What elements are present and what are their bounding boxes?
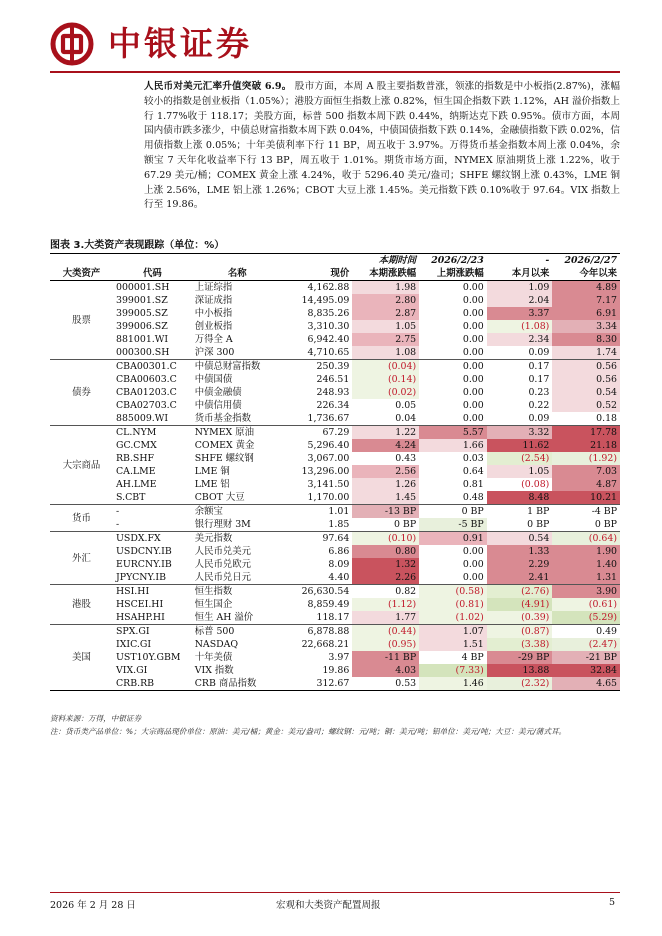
- name-cell: 十年美债: [194, 652, 233, 663]
- ytd-cell: (5.29): [552, 611, 620, 625]
- period-change-cell: 0.82: [352, 585, 419, 599]
- prev-change-cell: (0.81): [419, 598, 487, 611]
- code-cell: 885009.WI: [116, 413, 169, 424]
- code-cell: CBA00301.C: [113, 360, 192, 374]
- paragraph-lead: 人民币对美元汇率升值突破 6.9。: [144, 81, 292, 92]
- price-cell: 5,296.40: [307, 440, 350, 451]
- header-period-change: 本期涨跌幅: [352, 267, 419, 281]
- price-cell: 97.64: [283, 532, 353, 546]
- price-cell: 6,942.40: [307, 334, 350, 345]
- table-row: [50, 439, 620, 452]
- prev-change-cell: 0.03: [462, 453, 484, 464]
- mtd-cell: 2.29: [487, 558, 553, 571]
- period-change-cell: 1.08: [352, 346, 419, 360]
- code-cell: 399005.SZ: [116, 308, 168, 319]
- name-cell: 银行理财 3M: [194, 519, 251, 530]
- mtd-cell: 0.22: [528, 400, 550, 411]
- price-cell: 6.86: [328, 546, 350, 557]
- price-cell: 67.29: [283, 426, 353, 440]
- price-cell: 118.17: [316, 612, 350, 623]
- period-change-cell: 0.05: [395, 400, 417, 411]
- price-cell: 226.34: [316, 400, 350, 411]
- prev-change-cell: 0.00: [462, 413, 484, 424]
- category-cell: 股票: [50, 281, 113, 360]
- ytd-cell: 7.03: [552, 465, 620, 478]
- ytd-cell: 3.90: [552, 585, 620, 599]
- header-prev-change: 上期涨跌幅: [419, 267, 487, 281]
- price-cell: 3.97: [328, 652, 350, 663]
- table-row: [50, 426, 620, 440]
- prev-change-cell: (0.58): [419, 585, 487, 599]
- name-cell: 标普 500: [192, 625, 283, 639]
- mtd-cell: 0.17: [528, 374, 550, 385]
- name-cell: VIX 指数: [194, 665, 234, 676]
- ytd-cell: 0.18: [596, 413, 617, 424]
- footer-page-number: 5: [609, 897, 616, 908]
- code-cell: EURCNY.IB: [116, 559, 172, 570]
- source-note: 资料来源：万得，中银证券: [50, 714, 142, 723]
- header-dash: -: [487, 254, 553, 268]
- table-row: [50, 294, 620, 307]
- mtd-cell: 0.09: [528, 413, 550, 424]
- mtd-cell: 2.41: [487, 571, 553, 585]
- code-cell: HSCEI.HI: [116, 599, 164, 610]
- period-change-cell: 2.56: [352, 465, 419, 478]
- price-cell: 8.09: [328, 559, 350, 570]
- mtd-cell: 3.37: [487, 307, 553, 320]
- code-cell: AH.LME: [116, 479, 157, 490]
- prev-change-cell: 4 BP: [461, 652, 484, 663]
- price-cell: 22,668.21: [301, 639, 350, 650]
- prev-change-cell: 1.46: [419, 677, 487, 691]
- ytd-cell: 4.65: [552, 677, 620, 691]
- ytd-cell: -4 BP: [552, 505, 620, 519]
- ytd-cell: 0.49: [552, 625, 620, 639]
- name-cell: SHFE 螺纹钢: [194, 453, 254, 464]
- prev-change-cell: 0.00: [462, 559, 484, 570]
- period-change-cell: -11 BP: [352, 651, 419, 664]
- price-cell: 4,710.65: [307, 347, 350, 358]
- mtd-cell: 0.17: [487, 360, 553, 374]
- table-row: [50, 585, 620, 599]
- mtd-cell: (0.87): [487, 625, 553, 639]
- code-cell: HSI.HI: [113, 585, 192, 599]
- ytd-cell: (1.92): [552, 452, 620, 465]
- period-change-cell: (1.12): [352, 598, 419, 611]
- price-cell: 3,310.30: [307, 321, 350, 332]
- header-row-dates: [50, 254, 620, 268]
- prev-change-cell: 0.00: [462, 334, 484, 345]
- mtd-cell: 0 BP: [527, 519, 550, 530]
- name-cell: 创业板指: [194, 321, 233, 332]
- price-cell: 26,630.54: [283, 585, 353, 599]
- period-change-cell: 0 BP: [393, 519, 417, 530]
- price-cell: 8,835.26: [307, 308, 350, 319]
- period-change-cell: (0.95): [352, 638, 419, 651]
- ytd-cell: (2.47): [552, 638, 620, 651]
- mtd-cell: (2.54): [487, 452, 553, 465]
- table-row: [50, 281, 620, 295]
- prev-change-cell: 0.91: [419, 532, 487, 546]
- period-change-cell: 0.80: [352, 545, 419, 558]
- ytd-cell: 1.90: [552, 545, 620, 558]
- ytd-cell: 3.34: [552, 320, 620, 333]
- price-cell: 13,296.00: [301, 466, 350, 477]
- ytd-cell: 1.74: [552, 346, 620, 360]
- code-cell: 399006.SZ: [116, 321, 168, 332]
- prev-change-cell: 1.07: [419, 625, 487, 639]
- prev-change-cell: 0.00: [462, 374, 484, 385]
- code-cell: CRB.RB: [113, 677, 192, 691]
- bank-of-china-logo-icon: [50, 22, 94, 66]
- table-title: 图表 3.大类资产表现跟踪（单位：%）: [50, 240, 225, 251]
- name-cell: 中债总财富指数: [192, 360, 283, 374]
- name-cell: 沪深 300: [194, 347, 235, 358]
- price-cell: 248.93: [316, 387, 350, 398]
- ytd-cell: 0.52: [552, 399, 620, 412]
- price-cell: 8,859.49: [307, 599, 350, 610]
- mtd-cell: (2.76): [487, 585, 553, 599]
- mtd-cell: 1.05: [487, 465, 553, 478]
- prev-change-cell: 0.00: [462, 295, 484, 306]
- prev-change-cell: 0.00: [462, 347, 484, 358]
- prev-change-cell: 0.00: [462, 308, 484, 319]
- mtd-cell: 1 BP: [487, 505, 553, 519]
- code-cell: CA.LME: [116, 466, 156, 477]
- prev-change-cell: (1.02): [419, 611, 487, 625]
- name-cell: 中小板指: [194, 308, 233, 319]
- category-cell: 债券: [50, 360, 113, 426]
- name-cell: 恒生指数: [192, 585, 283, 599]
- price-cell: 246.51: [316, 374, 350, 385]
- prev-change-cell: 0.81: [462, 479, 484, 490]
- price-cell: 1.85: [328, 519, 350, 530]
- price-cell: 4.40: [328, 572, 350, 583]
- name-cell: COMEX 黄金: [194, 440, 255, 451]
- ytd-cell: 21.18: [552, 439, 620, 452]
- name-cell: 余额宝: [192, 505, 283, 519]
- mtd-cell: 3.32: [487, 426, 553, 440]
- table-row: [50, 307, 620, 320]
- paragraph-body: 股市方面，本周 A 股主要指数普涨，领涨的指数是中小板指(2.87%)，涨幅较小的指数是创业板指（1.05%）；港股方面恒生指数上涨 0.82%，恒生国企指数下跌 1.12%，AH 溢价指数上行 1.77%收于 118.17；美股方面，标普 500 指数本周下跌 0.44%，纳斯达克下跌 0.95%。债市方面，本周国内债市跌多涨少，中债总财富指数本周下跌 0.04%，中债国债指数下跌 0.14%，金融债指数下跌 0.02%，信用债指数上涨 0.05%；十年美债利率下行 11 BP，周五收于 3.97%。万得货币基金指数本周上涨 0.04%，余额宝 7 天年化收益率下行 13 BP，周五收于 1.01%。期货市场方面，NYMEX 原油期货上涨 1.22%，收于 67.29 美元/桶；COMEX 黄金上涨 4.24%，收于 5296.40 美元/盎司；SHFE 螺纹钢上涨 0.43%，LME 铜上涨 2.56%，LME 铝上涨 1.26%；CBOT 大豆上涨 1.45%。美元指数下跌 0.10%收于 97.64。VIX 指数上行至 19.86。: [144, 81, 620, 211]
- code-cell: 000001.SH: [113, 281, 192, 295]
- table-row: [50, 360, 620, 374]
- code-cell: CBA00603.C: [116, 374, 177, 385]
- table-row: [50, 346, 620, 360]
- mtd-cell: 8.48: [487, 491, 553, 505]
- prev-change-cell: 0.00: [462, 572, 484, 583]
- table-row: [50, 651, 620, 664]
- table-row: [50, 373, 620, 386]
- table-row: [50, 491, 620, 505]
- code-cell: CBA01203.C: [116, 387, 177, 398]
- asset-performance-table: [50, 253, 620, 691]
- header-row: [50, 267, 620, 281]
- ytd-cell: 6.91: [552, 307, 620, 320]
- period-change-cell: 2.75: [352, 333, 419, 346]
- prev-change-cell: 0.00: [462, 546, 484, 557]
- prev-change-cell: 0.00: [462, 321, 484, 332]
- table-row: [50, 478, 620, 491]
- code-cell: -: [113, 505, 192, 519]
- price-cell: 312.67: [283, 677, 353, 691]
- mtd-cell: 2.34: [487, 333, 553, 346]
- ytd-cell: 17.78: [552, 426, 620, 440]
- name-cell: 深证成指: [194, 295, 233, 306]
- table-body: [50, 281, 620, 691]
- table-row: [50, 611, 620, 625]
- ytd-cell: 1.31: [552, 571, 620, 585]
- table-row: [50, 320, 620, 333]
- period-change-cell: 1.26: [352, 478, 419, 491]
- market-summary-paragraph: [144, 80, 620, 213]
- period-change-cell: (0.14): [352, 373, 419, 386]
- period-change-cell: 4.24: [352, 439, 419, 452]
- name-cell: 中债金融债: [194, 387, 242, 398]
- period-change-cell: (0.44): [352, 625, 419, 639]
- period-change-cell: 4.03: [352, 664, 419, 677]
- ytd-cell: 32.84: [552, 664, 620, 677]
- period-change-cell: (0.02): [352, 386, 419, 399]
- table-row: [50, 386, 620, 399]
- price-cell: 250.39: [283, 360, 353, 374]
- price-cell: 3,141.50: [307, 479, 350, 490]
- mtd-cell: (0.39): [487, 611, 553, 625]
- table-row: [50, 333, 620, 346]
- mtd-cell: (2.32): [487, 677, 553, 691]
- period-change-cell: 2.26: [352, 571, 419, 585]
- period-change-cell: (0.04): [352, 360, 419, 374]
- ytd-cell: (0.64): [552, 532, 620, 546]
- period-change-cell: 1.98: [352, 281, 419, 295]
- period-change-cell: 0.43: [395, 453, 417, 464]
- prev-change-cell: 0.00: [419, 281, 487, 295]
- prev-change-cell: (7.33): [419, 664, 487, 677]
- header-period-time: 本期时间: [352, 254, 419, 268]
- table-row: [50, 571, 620, 585]
- period-change-cell: 2.87: [352, 307, 419, 320]
- table-row: [50, 518, 620, 532]
- name-cell: LME 铜: [194, 466, 230, 477]
- code-cell: CL.NYM: [113, 426, 192, 440]
- table-row: [50, 558, 620, 571]
- prev-change-cell: 0.00: [419, 360, 487, 374]
- mtd-cell: (0.08): [521, 479, 550, 490]
- table-row: [50, 598, 620, 611]
- name-cell: 恒生国企: [194, 599, 233, 610]
- header-rule: [50, 71, 620, 73]
- period-change-cell: (0.10): [352, 532, 419, 546]
- code-cell: SPX.GI: [113, 625, 192, 639]
- period-change-cell: 0.04: [395, 413, 417, 424]
- mtd-cell: -29 BP: [487, 651, 553, 664]
- code-cell: 000300.SH: [116, 347, 170, 358]
- unit-note: 注：货币类产品单位：%；大宗商品现价单位：原油：美元/桶；黄金：美元/盎司；螺纹钢：元/吨；铜：美元/吨；铝单位：美元/吨；大豆：美元/蒲式耳。: [50, 727, 567, 736]
- category-cell: 港股: [50, 585, 113, 625]
- header-prev-date: 2026/2/23: [419, 254, 487, 268]
- code-cell: USDCNY.IB: [116, 546, 172, 557]
- ytd-cell: 7.17: [552, 294, 620, 307]
- name-cell: 人民币兑日元: [194, 572, 251, 583]
- category-cell: 大宗商品: [50, 426, 113, 505]
- name-cell: CRB 商品指数: [192, 677, 283, 691]
- code-cell: JPYCNY.IB: [116, 572, 167, 583]
- price-cell: 6,878.88: [283, 625, 353, 639]
- name-cell: 万得全 A: [194, 334, 233, 345]
- prev-change-cell: 0.64: [462, 466, 484, 477]
- code-cell: UST10Y.GBM: [116, 652, 181, 663]
- ytd-cell: 8.30: [552, 333, 620, 346]
- name-cell: 恒生 AH 溢价: [194, 612, 254, 623]
- code-cell: HSAHP.HI: [116, 612, 165, 623]
- mtd-cell: 0.54: [487, 532, 553, 546]
- header-category: 大类资产: [50, 267, 113, 281]
- code-cell: VIX.GI: [116, 665, 148, 676]
- name-cell: 中债信用债: [194, 400, 242, 411]
- ytd-cell: (0.61): [552, 598, 620, 611]
- name-cell: NASDAQ: [194, 639, 239, 650]
- footer-rule: [50, 892, 620, 893]
- footer-date: 2026 年 2 月 28 日: [50, 900, 136, 911]
- page-header: [50, 22, 620, 68]
- code-cell: USDX.FX: [113, 532, 192, 546]
- code-cell: S.CBT: [116, 492, 146, 503]
- period-change-cell: 0.53: [352, 677, 419, 691]
- code-cell: RB.SHF: [116, 453, 155, 464]
- price-cell: 19.86: [322, 665, 350, 676]
- header-price: 现价: [283, 267, 353, 281]
- table-row: [50, 452, 620, 465]
- category-cell: 美国: [50, 625, 113, 691]
- footer-title: 宏观和大类资产配置周报: [276, 900, 381, 911]
- table-row: [50, 532, 620, 546]
- table-row: [50, 412, 620, 426]
- price-cell: 4,162.88: [283, 281, 353, 295]
- prev-change-cell: 0.00: [462, 387, 484, 398]
- prev-change-cell: 1.51: [419, 638, 487, 651]
- ytd-cell: 4.87: [552, 478, 620, 491]
- table-row: [50, 625, 620, 639]
- mtd-cell: 2.04: [487, 294, 553, 307]
- period-change-cell: 1.45: [352, 491, 419, 505]
- table-row: [50, 638, 620, 651]
- price-cell: 1.01: [283, 505, 353, 519]
- prev-change-cell: 1.66: [419, 439, 487, 452]
- header-mtd: 本月以来: [487, 267, 553, 281]
- prev-change-cell: 0.00: [462, 400, 484, 411]
- table-row: [50, 545, 620, 558]
- header-code: 代码: [113, 267, 192, 281]
- period-change-cell: -13 BP: [352, 505, 419, 519]
- period-change-cell: 1.77: [352, 611, 419, 625]
- prev-change-cell: 5.57: [419, 426, 487, 440]
- ytd-cell: 0.56: [552, 373, 620, 386]
- mtd-cell: 1.09: [487, 281, 553, 295]
- mtd-cell: 1.33: [487, 545, 553, 558]
- table-row: [50, 465, 620, 478]
- table-row: [50, 399, 620, 412]
- brand-name: 中银证券: [108, 24, 252, 63]
- name-cell: 人民币兑欧元: [194, 559, 251, 570]
- mtd-cell: 0.23: [528, 387, 550, 398]
- prev-change-cell: -5 BP: [419, 518, 487, 532]
- period-change-cell: 1.32: [352, 558, 419, 571]
- table-row: [50, 505, 620, 519]
- name-cell: NYMEX 原油: [192, 426, 283, 440]
- price-cell: 1,170.00: [307, 492, 350, 503]
- ytd-cell: 10.21: [552, 491, 620, 505]
- name-cell: 美元指数: [192, 532, 283, 546]
- ytd-cell: 0.54: [552, 386, 620, 399]
- header-end-date: 2026/2/27: [552, 254, 620, 268]
- name-cell: CBOT 大豆: [194, 492, 245, 503]
- name-cell: 上证综指: [192, 281, 283, 295]
- code-cell: CBA02703.C: [116, 400, 177, 411]
- mtd-cell: (4.91): [487, 598, 553, 611]
- period-change-cell: 1.22: [352, 426, 419, 440]
- table-row: [50, 664, 620, 677]
- mtd-cell: (1.08): [487, 320, 553, 333]
- period-change-cell: 1.05: [352, 320, 419, 333]
- mtd-cell: 11.62: [487, 439, 553, 452]
- mtd-cell: 13.88: [487, 664, 553, 677]
- price-cell: 14,495.09: [301, 295, 350, 306]
- header-name: 名称: [192, 267, 283, 281]
- ytd-cell: 0 BP: [594, 519, 617, 530]
- name-cell: LME 铝: [194, 479, 230, 490]
- prev-change-cell: 0 BP: [419, 505, 487, 519]
- header-ytd: 今年以来: [552, 267, 620, 281]
- code-cell: -: [116, 519, 120, 530]
- category-cell: 货币: [50, 505, 113, 532]
- code-cell: IXIC.GI: [116, 639, 152, 650]
- ytd-cell: 0.56: [552, 360, 620, 374]
- name-cell: 中债国债: [194, 374, 233, 385]
- prev-change-cell: 0.48: [462, 492, 484, 503]
- code-cell: GC.CMX: [116, 440, 157, 451]
- mtd-cell: (3.38): [487, 638, 553, 651]
- name-cell: 人民币兑美元: [194, 546, 251, 557]
- code-cell: 399001.SZ: [116, 295, 168, 306]
- ytd-cell: -21 BP: [552, 651, 620, 664]
- mtd-cell: 0.09: [528, 347, 550, 358]
- table-row: [50, 677, 620, 691]
- category-cell: 外汇: [50, 532, 113, 585]
- ytd-cell: 4.89: [552, 281, 620, 295]
- period-change-cell: 2.80: [352, 294, 419, 307]
- name-cell: 货币基金指数: [194, 413, 251, 424]
- price-cell: 1,736.67: [307, 413, 350, 424]
- code-cell: 881001.WI: [116, 334, 169, 345]
- ytd-cell: 1.40: [552, 558, 620, 571]
- price-cell: 3,067.00: [307, 453, 350, 464]
